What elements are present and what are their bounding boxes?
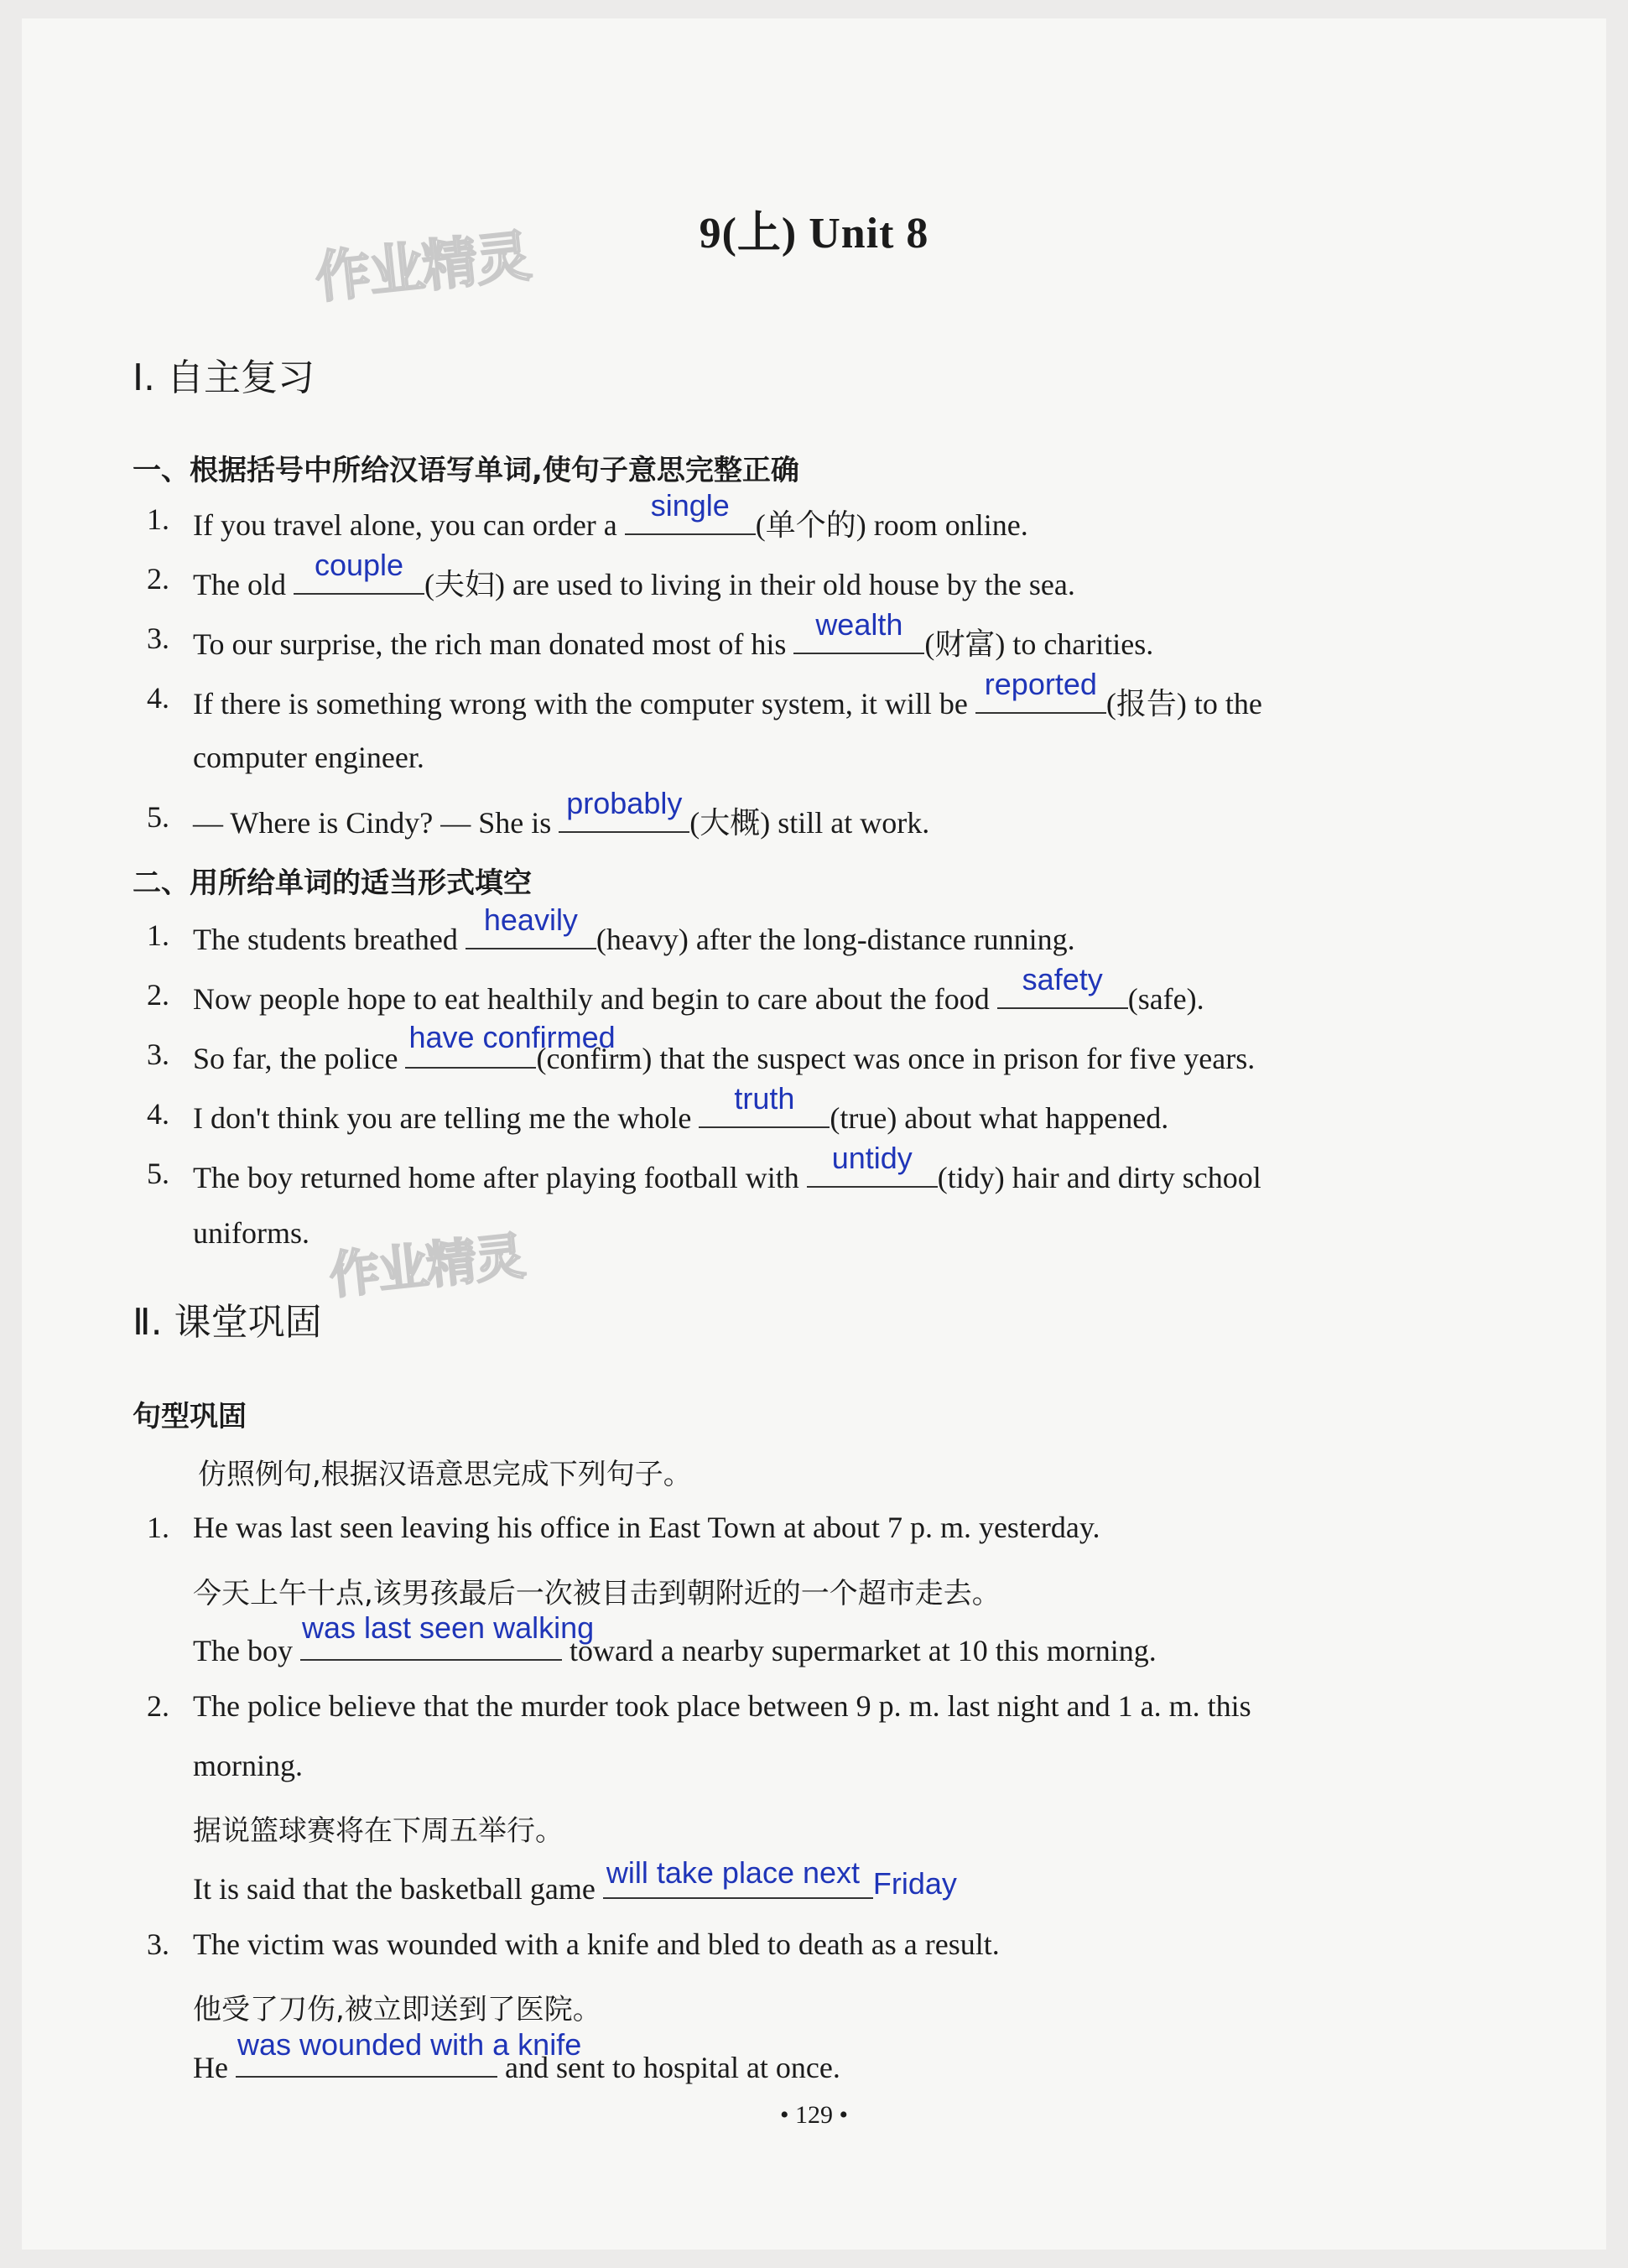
item-number: 1.: [147, 502, 169, 536]
answer-text: reported: [984, 667, 1097, 701]
chinese-prompt: 今天上午十点,该男孩最后一次被目击到朝附近的一个超市走去。: [193, 1577, 1001, 1610]
item-number: 1.: [147, 1511, 169, 1544]
answer-blank[interactable]: [793, 607, 924, 654]
exercise-line: It is said that the basketball game will take place next Friday: [193, 1855, 957, 1906]
exercise-line: The boy was last seen walking toward a nearby supermarket at 10 this morning.: [193, 1610, 1157, 1667]
part-a-heading: 一、根据括号中所给汉语写单词,使句子意思完整正确: [133, 454, 799, 487]
answer-text: couple: [314, 548, 404, 582]
page-number: • 129 •: [779, 2101, 848, 2129]
exercise-line: Now people hope to eat healthily and begin to care about the food safety (safe).: [193, 962, 1204, 1016]
example-sentence-continued: morning.: [193, 1749, 303, 1782]
answer-text: was wounded with a knife: [237, 2027, 582, 2062]
answer-blank[interactable]: [699, 1081, 830, 1128]
exercise-line: The boy returned home after playing football with untidy (tidy) hair and dirty school: [193, 1141, 1261, 1194]
section-2-subheading: 句型巩固: [133, 1400, 247, 1433]
answer-blank[interactable]: [405, 1020, 616, 1069]
item-number: 4.: [147, 681, 169, 715]
exercise-line-continued: uniforms.: [193, 1216, 309, 1250]
answer-text: truth: [734, 1081, 795, 1116]
watermark: 作业精灵: [312, 223, 533, 311]
exercise-line: The old couple (夫妇) are used to living in their old house by the sea.: [193, 548, 1075, 601]
answer-text: will take place next: [606, 1855, 861, 1890]
item-number: 3.: [147, 622, 169, 655]
instruction: 仿照例句,根据汉语意思完成下列句子。: [198, 1458, 692, 1491]
answer-blank[interactable]: [625, 488, 756, 535]
chinese-prompt: 他受了刀伤,被立即送到了医院。: [193, 1993, 601, 2026]
exercise-line: So far, the police have confirmed (confirm) that the suspect was once in prison for five years.: [193, 1020, 1256, 1075]
exercise-line-continued: computer engineer.: [193, 741, 424, 774]
item-number: 2.: [147, 562, 169, 596]
item-number: 3.: [147, 1927, 169, 1961]
exercise-line: I don't think you are telling me the whole truth (true) about what happened.: [193, 1081, 1169, 1135]
answer-text: untidy: [831, 1141, 913, 1175]
example-sentence: The victim was wounded with a knife and bled to death as a result.: [193, 1927, 1000, 1961]
answer-text: was last seen walking: [301, 1610, 595, 1645]
item-number: 2.: [147, 1689, 169, 1723]
item-number: 5.: [147, 800, 169, 834]
exercise-line: To our surprise, the rich man donated most of his wealth (财富) to charities.: [193, 607, 1154, 661]
example-sentence: The police believe that the murder took place between 9 p. m. last night and 1 a. m. this: [193, 1689, 1251, 1723]
section-2-heading: Ⅱ. 课堂巩固: [133, 1301, 322, 1344]
answer-blank[interactable]: [466, 903, 596, 949]
part-b-heading: 二、用所给单词的适当形式填空: [133, 866, 532, 900]
example-sentence: He was last seen leaving his office in East Town at about 7 p. m. yesterday.: [193, 1511, 1100, 1544]
exercise-line: — Where is Cindy? — She is probably (大概) still at work.: [193, 786, 930, 840]
item-number: 2.: [147, 978, 169, 1012]
page-title: 9(上) Unit 8: [699, 210, 929, 257]
item-number: 4.: [147, 1097, 169, 1131]
answer-blank[interactable]: [300, 1610, 595, 1661]
item-number: 1.: [147, 918, 169, 952]
answer-blank[interactable]: [559, 786, 689, 833]
answer-text: probably: [566, 786, 683, 820]
answer-text: heavily: [483, 903, 578, 937]
handwritten-word: Friday: [872, 1866, 957, 1901]
answer-blank[interactable]: [807, 1141, 938, 1188]
answer-text: wealth: [815, 607, 903, 642]
section-1-heading: Ⅰ. 自主复习: [133, 356, 315, 399]
answer-text: safety: [1022, 962, 1103, 996]
chinese-prompt: 据说篮球赛将在下周五举行。: [193, 1814, 564, 1848]
answer-blank[interactable]: [603, 1855, 873, 1899]
exercise-line: If you travel alone, you can order a single (单个的) room online.: [193, 488, 1028, 542]
exercise-line: The students breathed heavily (heavy) after the long-distance running.: [193, 903, 1075, 956]
answer-blank[interactable]: [997, 962, 1128, 1009]
answer-blank[interactable]: [236, 2027, 582, 2078]
item-number: 5.: [147, 1157, 169, 1190]
item-number: 3.: [147, 1038, 169, 1071]
answer-text: single: [650, 488, 730, 523]
answer-blank[interactable]: [294, 548, 424, 595]
exercise-line: If there is something wrong with the computer system, it will be reported (报告) to the: [193, 667, 1262, 720]
answer-text: have confirmed: [408, 1020, 616, 1054]
watermark: 作业精灵: [326, 1227, 527, 1306]
exercise-line: He was wounded with a knife and sent to hospital at once.: [193, 2027, 840, 2084]
answer-blank[interactable]: [975, 667, 1106, 714]
